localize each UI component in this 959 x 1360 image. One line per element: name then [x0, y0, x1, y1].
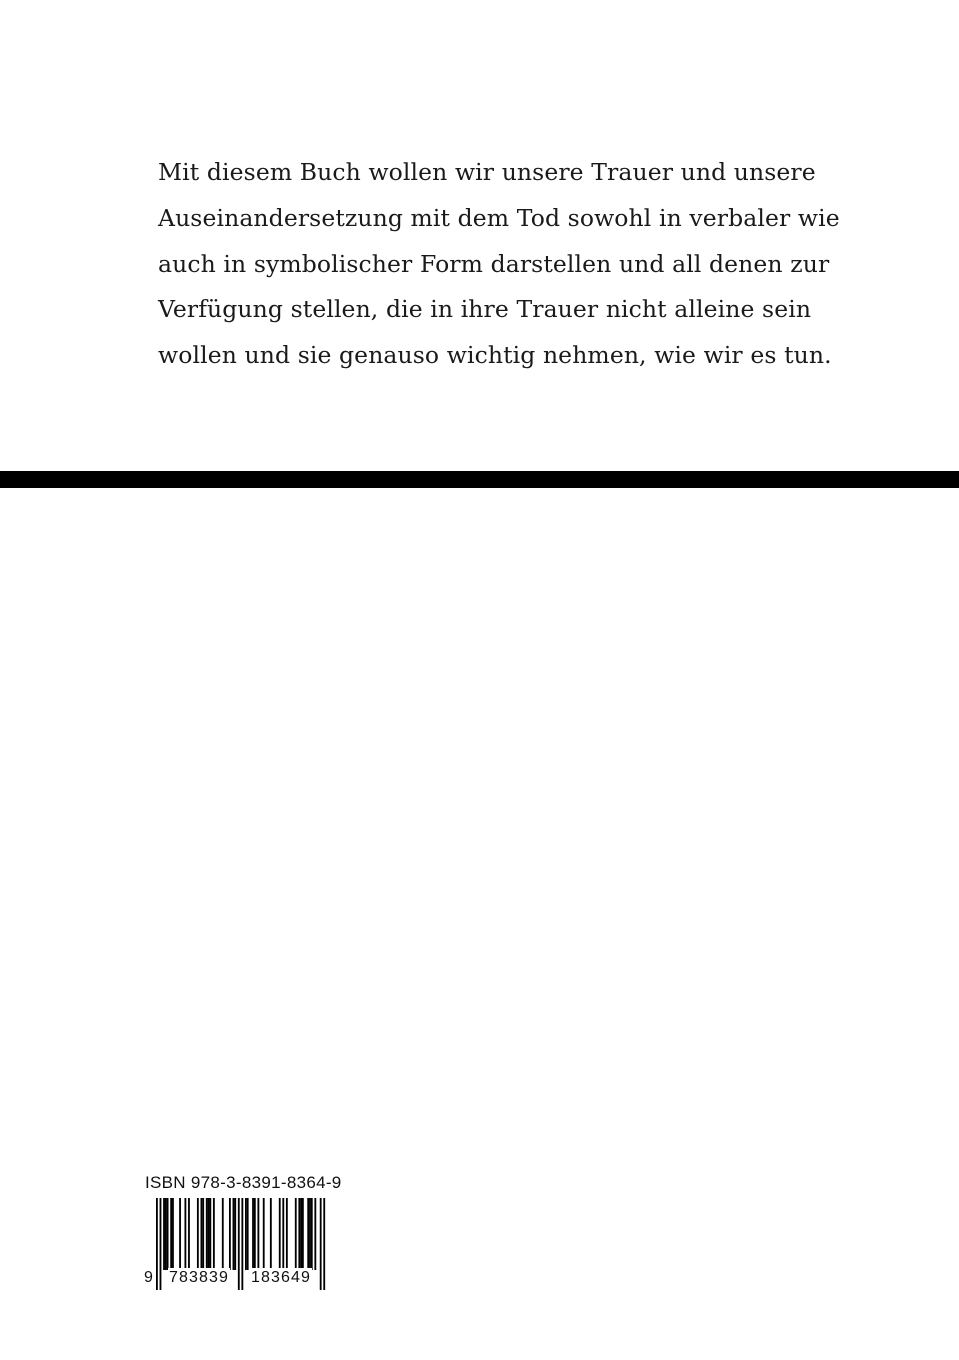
barcode-bar — [323, 1198, 325, 1290]
barcode-bar — [279, 1198, 281, 1270]
barcode-bar — [201, 1198, 203, 1270]
blurb-line: auch in symbolischer Form darstellen und all denen zur — [158, 249, 830, 278]
barcode-bar — [309, 1198, 311, 1270]
back-cover-blurb — [158, 150, 840, 379]
blurb-line: Mit diesem Buch wollen wir unsere Trauer und unsere — [158, 158, 816, 186]
barcode-bar — [286, 1198, 288, 1270]
barcode-bar — [270, 1198, 272, 1270]
barcode-bar — [188, 1198, 190, 1270]
barcode-bar — [222, 1198, 224, 1270]
barcode-bar — [298, 1198, 300, 1270]
barcode-first-digit: 9 — [144, 1269, 154, 1286]
barcode-bar — [252, 1198, 254, 1270]
barcode-bar — [172, 1198, 174, 1270]
barcode-bar — [282, 1198, 284, 1270]
barcode-bar — [202, 1198, 204, 1270]
barcode-bar — [263, 1198, 265, 1270]
barcode-bar — [206, 1198, 208, 1270]
barcode-bar — [233, 1198, 235, 1270]
blurb-line: wollen und sie genauso wichtig nehmen, wie wir es tun. — [158, 341, 832, 370]
barcode-bar — [208, 1198, 210, 1270]
isbn-barcode — [143, 1198, 333, 1294]
barcode-bar — [320, 1198, 322, 1290]
barcode-bar — [245, 1198, 247, 1270]
barcode-left-digits: 783839 — [169, 1269, 229, 1286]
barcode-bar — [247, 1198, 249, 1270]
barcode-bar — [197, 1198, 199, 1270]
barcode-bar — [307, 1198, 309, 1270]
barcode-bar — [165, 1198, 167, 1270]
barcode-bar — [179, 1198, 181, 1270]
barcode-right-digits: 183649 — [251, 1269, 311, 1286]
barcode-bar — [241, 1198, 243, 1290]
barcode-bar — [170, 1198, 172, 1270]
blurb-line: Auseinandersetzung mit dem Tod sowohl in verbaler wie — [158, 203, 840, 232]
barcode-bar — [156, 1198, 158, 1290]
barcode-bar — [213, 1198, 215, 1270]
barcode-bar — [234, 1198, 236, 1270]
barcode-bar — [209, 1198, 211, 1270]
isbn-label: ISBN 978-3-8391-8364-9 — [145, 1173, 342, 1192]
barcode-bar — [163, 1198, 165, 1270]
barcode-bar — [160, 1198, 162, 1290]
barcode-bar — [295, 1198, 297, 1270]
barcode-bar — [229, 1198, 231, 1270]
barcode-bar — [254, 1198, 256, 1270]
barcode-bar — [257, 1198, 259, 1270]
barcode-bar — [311, 1198, 313, 1270]
blurb-line: Verfügung stellen, die in ihre Trauer nicht alleine sein — [158, 295, 812, 324]
barcode-bar — [167, 1198, 169, 1270]
barcode-bar — [184, 1198, 186, 1270]
barcode-bar — [302, 1198, 304, 1270]
horizontal-divider-bar — [0, 471, 959, 488]
barcode-bar — [300, 1198, 302, 1270]
barcode-bar — [314, 1198, 316, 1270]
barcode-bar — [238, 1198, 240, 1290]
